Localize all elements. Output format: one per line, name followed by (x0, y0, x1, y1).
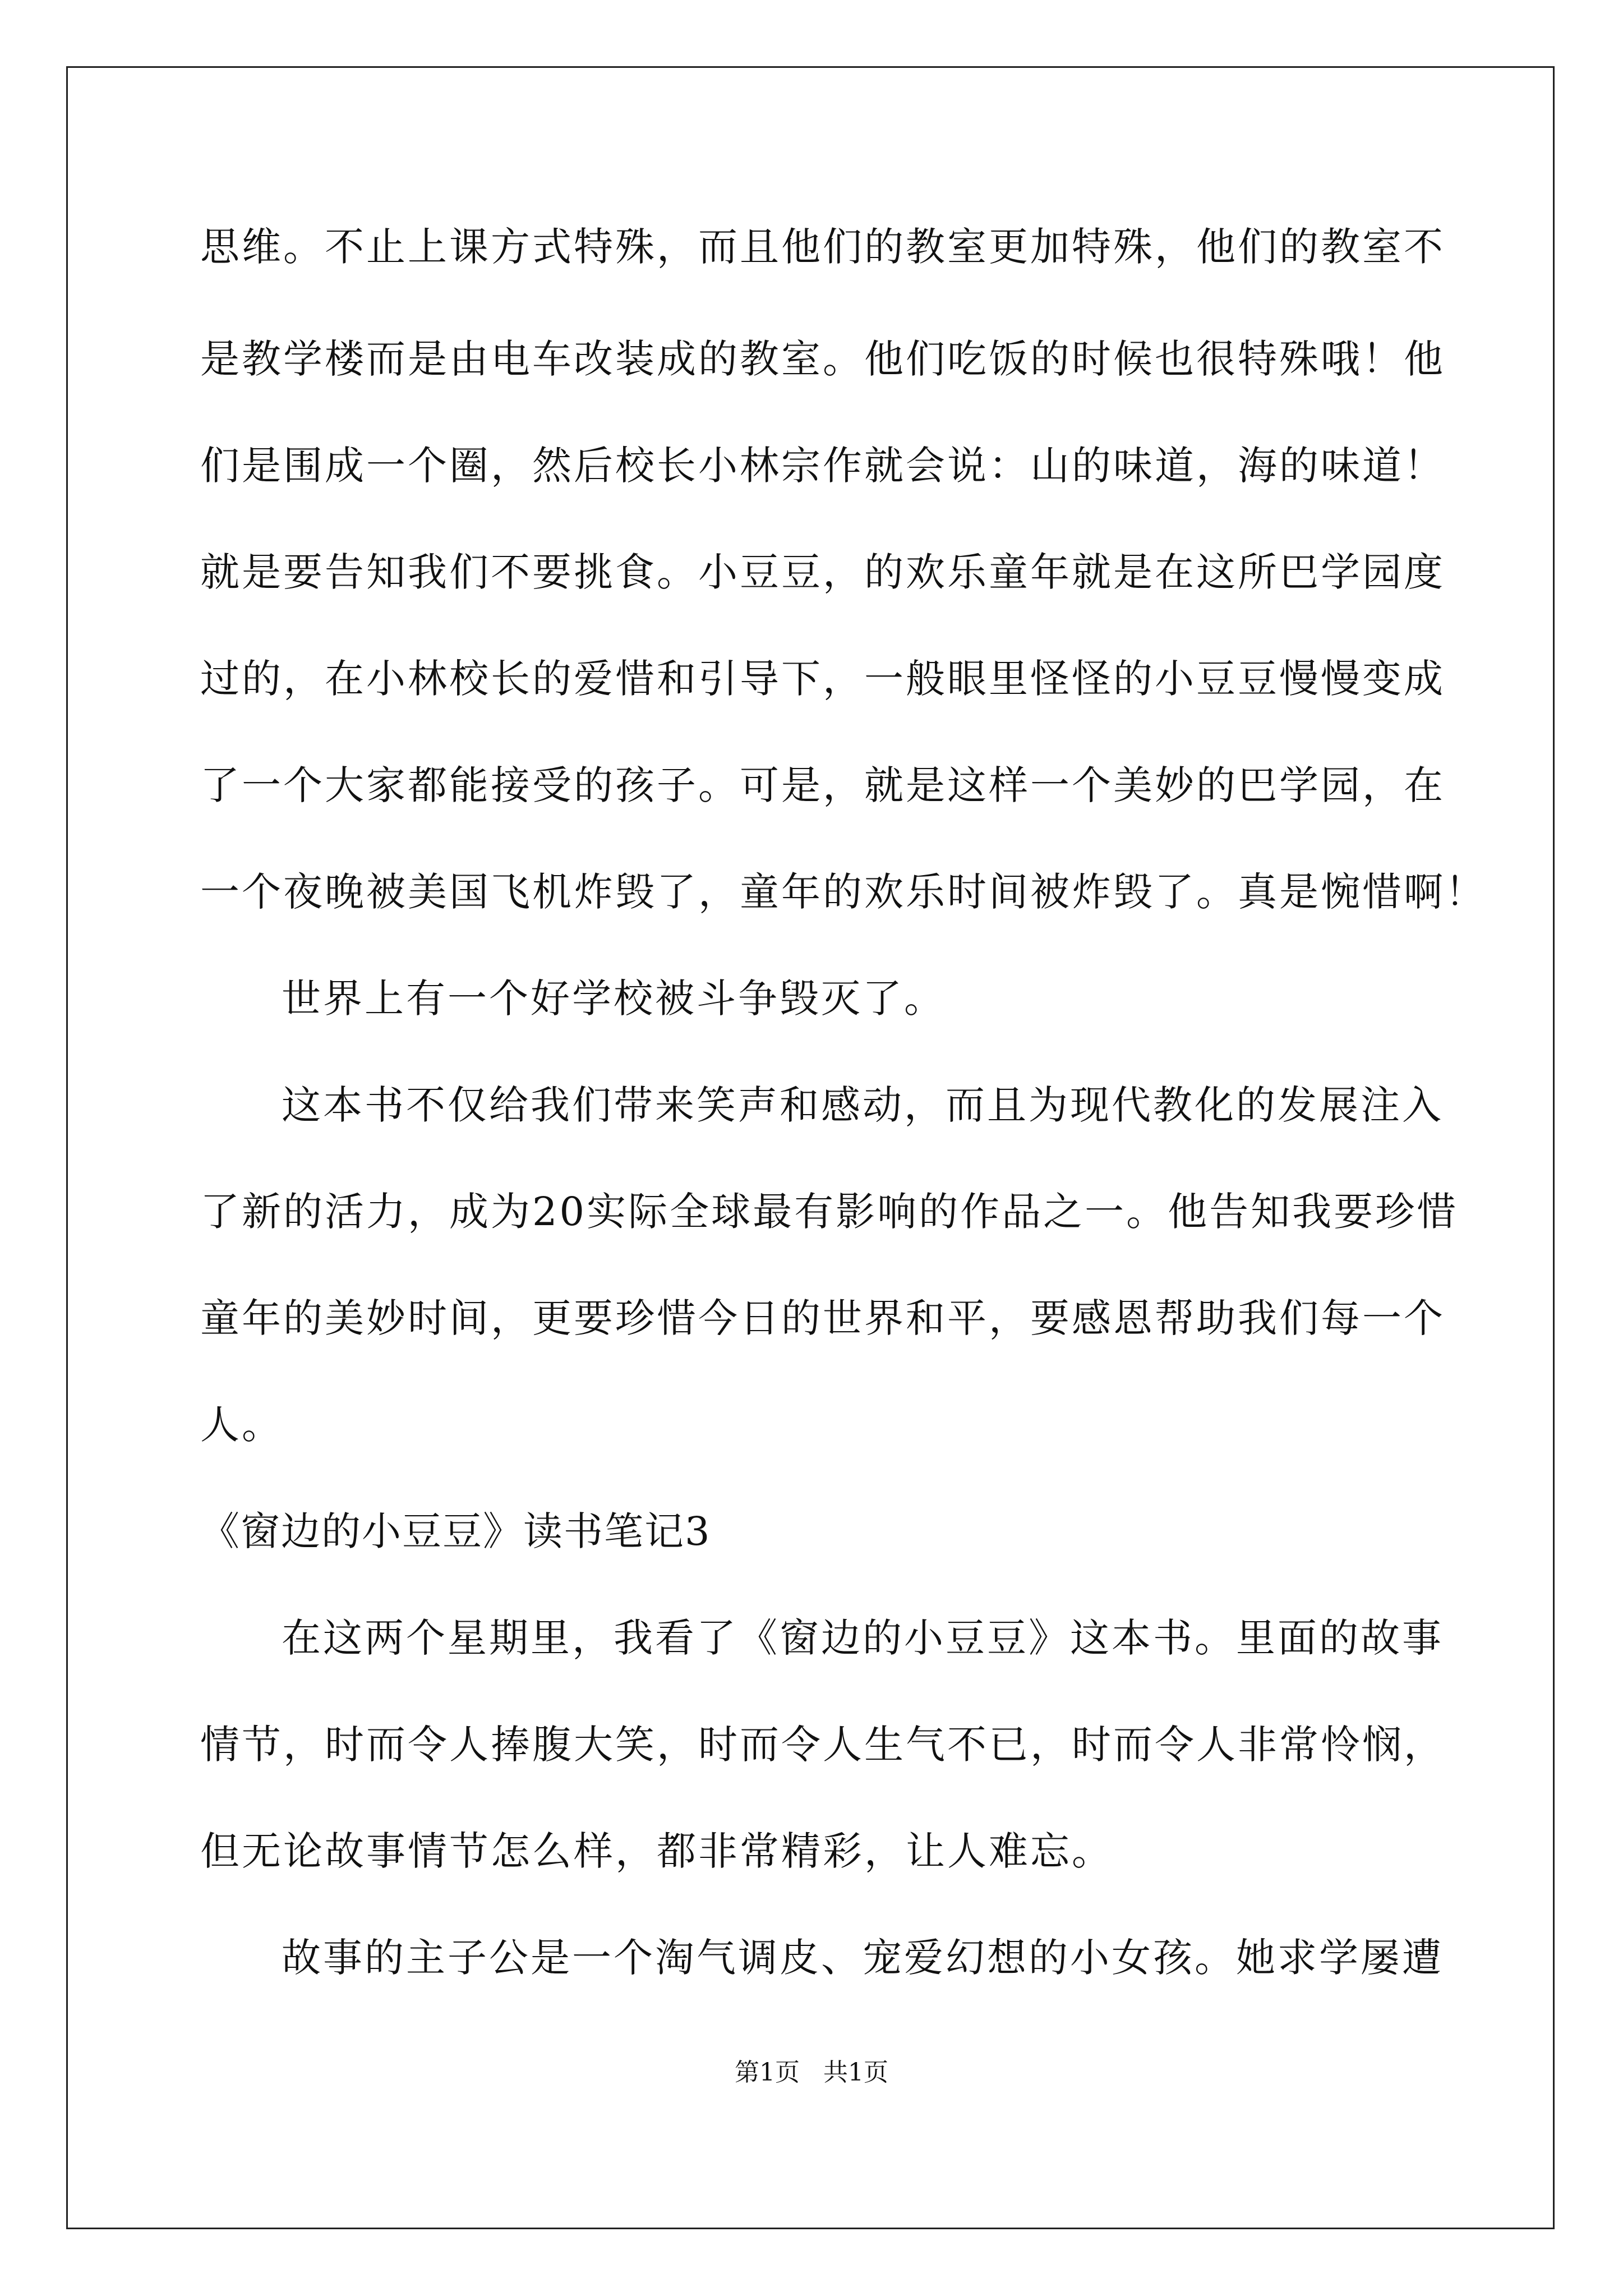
text-line: 了新的活力，成为20实际全球最有影响的作品之一。他告知我要珍惜 (200, 1189, 1459, 1235)
text-line: 世界上有一个好学校被斗争毁灭了。 (282, 976, 946, 1022)
text-line: 就是要告知我们不要挑食。小豆豆，的欢乐童年就是在这所巴学园度 (200, 549, 1445, 595)
section-heading: 《窗边的小豆豆》读书笔记3 (200, 1508, 711, 1554)
text-line: 们是围成一个圈，然后校长小林宗作就会说：山的味道，海的味道！ (200, 443, 1445, 489)
text-line: 思维。不止上课方式特殊，而且他们的教室更加特殊，他们的教室不 (200, 224, 1445, 270)
text-line: 一个夜晚被美国飞机炸毁了，童年的欢乐时间被炸毁了。真是惋惜啊！ (200, 869, 1487, 915)
text-line: 但无论故事情节怎么样，都非常精彩，让人难忘。 (200, 1828, 1113, 1874)
page-number-footer: 第1页 共1页 (735, 2058, 888, 2087)
text-line: 过的，在小林校长的爱惜和引导下，一般眼里怪怪的小豆豆慢慢变成 (200, 656, 1445, 702)
text-line: 故事的主子公是一个淘气调皮、宠爱幻想的小女孩。她求学屡遭 (282, 1935, 1444, 1981)
text-line: 是教学楼而是由电车改装成的教室。他们吃饭的时候也很特殊哦！他 (200, 336, 1445, 382)
text-line: 在这两个星期里，我看了《窗边的小豆豆》这本书。里面的故事 (282, 1615, 1444, 1661)
page-border (66, 66, 1555, 2229)
text-line: 人。 (200, 1402, 283, 1448)
text-line: 情节，时而令人捧腹大笑，时而令人生气不已，时而令人非常怜悯， (200, 1722, 1445, 1768)
text-line: 童年的美妙时间，更要珍惜今日的世界和平，要感恩帮助我们每一个 (200, 1295, 1445, 1341)
text-line: 了一个大家都能接受的孩子。可是，就是这样一个美妙的巴学园，在 (200, 762, 1445, 808)
text-line: 这本书不仅给我们带来笑声和感动，而且为现代教化的发展注入 (282, 1082, 1444, 1128)
